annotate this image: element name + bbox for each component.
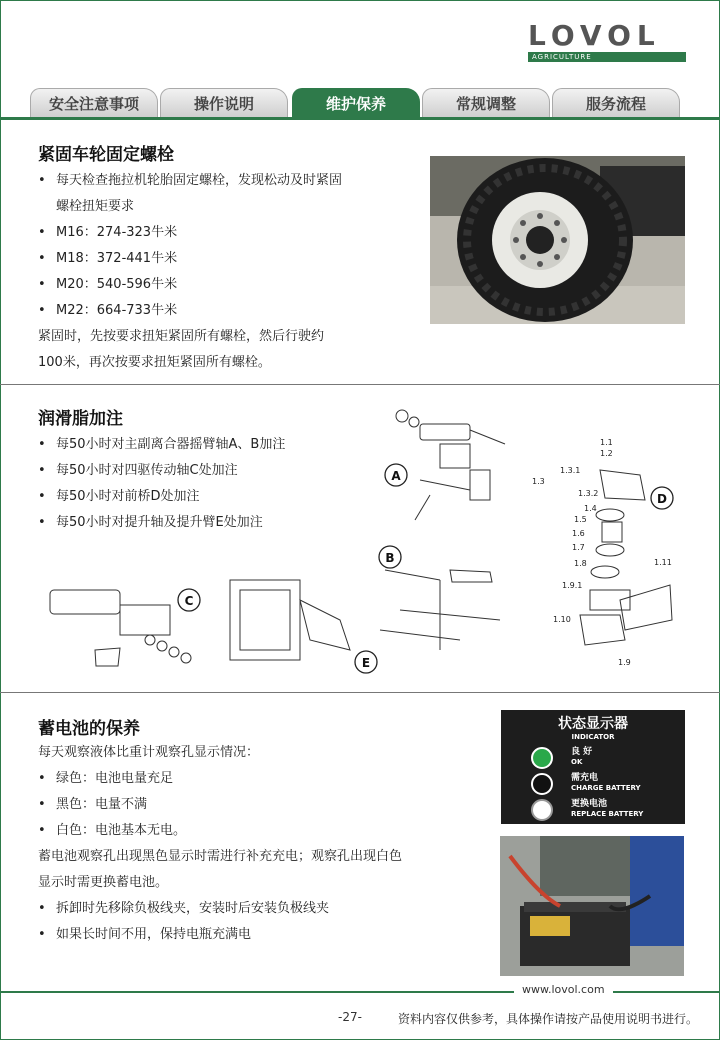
tab-underline <box>0 117 720 120</box>
svg-text:C: C <box>184 594 194 608</box>
paragraph-line: 紧固时，先按要求扭矩紧固所有螺栓，然后行驶约 <box>38 329 325 344</box>
indicator-label: 良 好 <box>571 747 593 757</box>
callout-e <box>355 651 377 673</box>
footer-note: 资料内容仅供参考，具体操作请按产品使用说明书进行。 <box>398 1012 699 1026</box>
part-label: 1.2 <box>600 449 613 458</box>
part-label: 1.7 <box>572 543 585 552</box>
list-item: • M18：372-441牛米 <box>38 246 428 272</box>
indicator-label-en: CHARGE BATTERY <box>571 784 641 792</box>
list-item: • 黑色：电量不满 <box>38 792 498 818</box>
list-item: • 绿色：电池电量充足 <box>38 766 498 792</box>
callout-d <box>651 487 673 509</box>
part-label: 1.9 <box>618 658 631 667</box>
section3-paragraph <box>38 844 498 896</box>
section1-title: 紧固车轮固定螺栓 <box>38 145 174 165</box>
indicator-subtitle: INDICATOR <box>571 733 615 741</box>
paragraph-line: 蓄电池观察孔出现黑色显示时需进行补充充电；观察孔出现白色 <box>38 849 403 864</box>
indicator-row-charge <box>501 771 685 797</box>
section-tabs <box>30 88 720 118</box>
part-label: 1.3.2 <box>578 489 599 498</box>
list-item: • M22：664-733牛米 <box>38 298 428 324</box>
battery-photo <box>500 836 684 976</box>
list-item: • 每50小时对四驱传动轴C处加注 <box>38 458 378 484</box>
part-label: 1.6 <box>572 529 585 538</box>
indicator-label: 更换电池 <box>571 799 608 809</box>
section-divider <box>0 384 720 385</box>
paragraph-line: 100米，再次按要求扭矩紧固所有螺栓。 <box>38 355 271 370</box>
tractor-wheel-photo <box>430 156 685 324</box>
part-label: 1.3.1 <box>560 466 581 475</box>
part-label: 1.8 <box>574 559 587 568</box>
list-item: • 如果长时间不用，保持电瓶充满电 <box>38 922 498 948</box>
white-dot-icon <box>531 799 553 821</box>
tab-maintenance[interactable]: 维护保养 <box>292 88 420 117</box>
section-divider <box>0 692 720 693</box>
part-label: 1.1 <box>600 438 613 447</box>
section3-title: 蓄电池的保养 <box>38 719 140 739</box>
bullet1-line1: 每天检查拖拉机轮胎固定螺栓，发现松动及时紧固 <box>56 173 343 188</box>
svg-text:D: D <box>657 492 667 506</box>
lovol-logo <box>528 19 692 62</box>
indicator-label: 需充电 <box>571 773 599 783</box>
battery-indicator-panel <box>501 710 685 824</box>
list-item: • M20：540-596牛米 <box>38 272 428 298</box>
part-label: 1.11 <box>654 558 672 567</box>
svg-text:A: A <box>391 469 401 483</box>
section1-body <box>38 168 428 376</box>
svg-text:E: E <box>361 656 371 670</box>
indicator-row-replace <box>501 797 685 823</box>
tab-service[interactable]: 服务流程 <box>552 88 680 117</box>
indicator-row-ok <box>501 745 685 771</box>
part-label: 1.3 <box>532 477 545 486</box>
list-item: • M16：274-323牛米 <box>38 220 428 246</box>
section3-intro: 每天观察液体比重计观察孔显示情况： <box>38 745 260 760</box>
bullet1-line2: 螺栓扭矩要求 <box>56 199 135 214</box>
tab-adjustment[interactable]: 常规调整 <box>422 88 550 117</box>
indicator-label-en: REPLACE BATTERY <box>571 810 644 818</box>
section1-paragraph <box>38 324 428 376</box>
page-number: -27- <box>338 1010 362 1024</box>
callout-a <box>385 464 407 486</box>
section3-body <box>38 740 498 948</box>
lubrication-diagram <box>0 400 720 685</box>
paragraph-line: 显示时需更换蓄电池。 <box>38 875 169 890</box>
part-label: 1.9.1 <box>562 581 583 590</box>
part-label: 1.5 <box>574 515 587 524</box>
website-url[interactable]: www.lovol.com <box>514 983 613 996</box>
list-item: • 每50小时对主副离合器摇臂轴A、B加注 <box>38 432 378 458</box>
part-label: 1.4 <box>584 504 597 513</box>
list-item: • 每50小时对前桥D处加注 <box>38 484 378 510</box>
tab-safety[interactable]: 安全注意事项 <box>30 88 158 117</box>
part-number-labels <box>532 438 672 667</box>
green-dot-icon <box>531 747 553 769</box>
tab-operation[interactable]: 操作说明 <box>160 88 288 117</box>
indicator-title: 状态显示器 <box>558 716 628 732</box>
list-item: • 白色：电池基本无电。 <box>38 818 498 844</box>
logo-tagline: AGRICULTURE <box>528 52 686 62</box>
logo-wordmark: LOVOL <box>528 19 661 52</box>
black-dot-icon <box>531 773 553 795</box>
list-item: • 拆卸时先移除负极线夹，安装时后安装负极线夹 <box>38 896 498 922</box>
list-item: • 每50小时对提升轴及提升臂E处加注 <box>38 510 378 536</box>
callout-b <box>379 546 401 568</box>
indicator-label-en: OK <box>571 758 583 766</box>
list-item <box>38 168 428 220</box>
part-label: 1.10 <box>553 615 571 624</box>
section2-title: 润滑脂加注 <box>38 409 123 429</box>
svg-text:B: B <box>385 551 395 565</box>
callout-c <box>178 589 200 611</box>
